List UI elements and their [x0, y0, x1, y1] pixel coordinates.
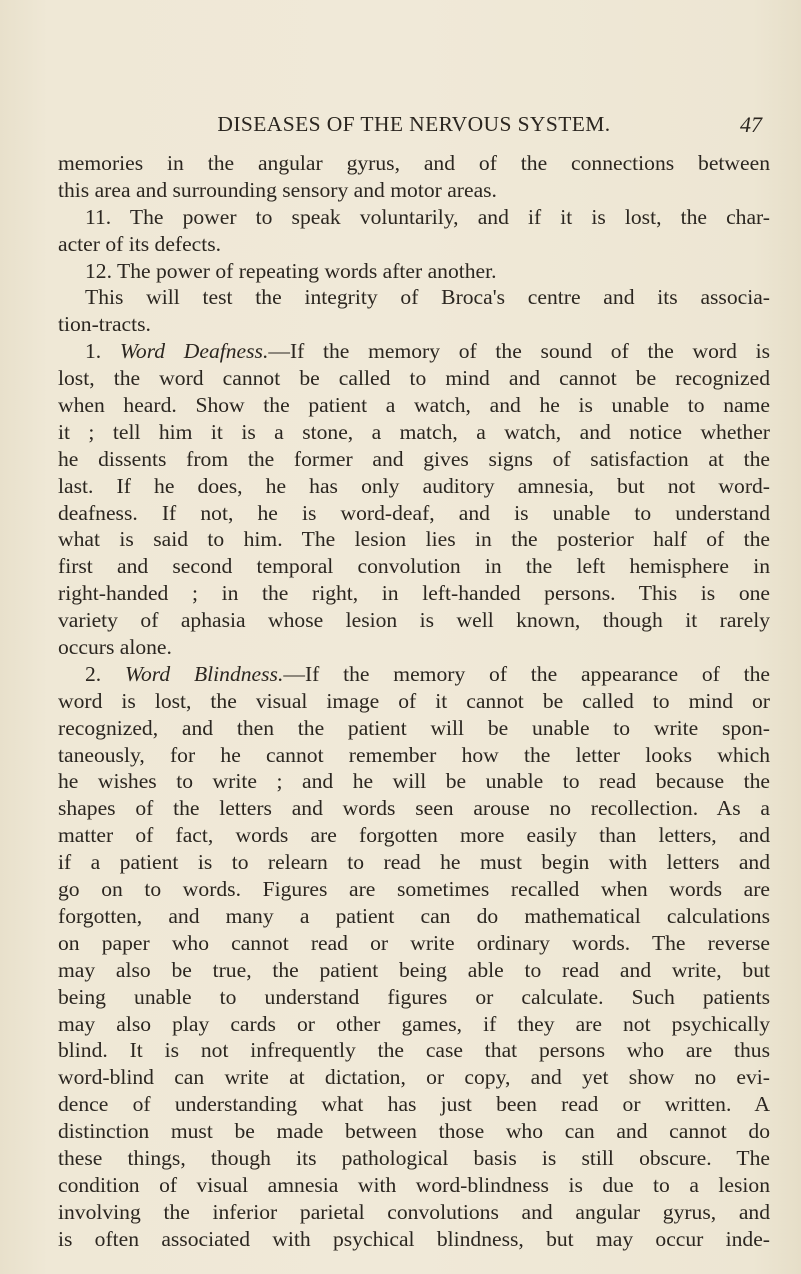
text-line: [58, 634, 770, 661]
section-heading: Word Deafness.: [119, 339, 269, 364]
line-text: acter of its defects.: [58, 231, 222, 256]
line-text: first and second temporal convolution in the left hemisphere in: [58, 554, 770, 579]
body-text: [58, 150, 770, 1253]
line-text: lost, the word cannot be called to mind and cannot be recognized: [58, 366, 770, 391]
text-line: [58, 150, 770, 177]
text-line: [58, 446, 770, 473]
line-text: may also be true, the patient being able to read and write, but: [58, 957, 770, 982]
line-text: —If the memory of the appearance of the: [283, 661, 770, 686]
line-text: 11. The power to speak voluntarily, and if it is lost, the char-: [85, 204, 770, 229]
text-line: [58, 284, 770, 311]
text-line: [58, 822, 770, 849]
text-line: [58, 1064, 770, 1091]
text-line: [58, 768, 770, 795]
line-text: right-handed ; in the right, in left-handed persons. This is one: [58, 581, 770, 606]
text-line: [58, 849, 770, 876]
line-text: This will test the integrity of Broca's centre and its associa-: [85, 285, 770, 310]
line-text: word-blind can write at dictation, or copy, and yet show no evi-: [58, 1065, 770, 1090]
line-text: when heard. Show the patient a watch, and he is unable to name: [58, 393, 770, 418]
text-line: [58, 1118, 770, 1145]
line-text: variety of aphasia whose lesion is well known, though it rarely: [58, 608, 770, 633]
item-number: 1.: [85, 339, 120, 364]
text-line: [58, 876, 770, 903]
page-header: [58, 112, 770, 142]
line-text: deafness. If not, he is word-deaf, and is unable to understand: [58, 500, 770, 525]
text-line: [58, 500, 770, 527]
text-line: [58, 1172, 770, 1199]
text-line: [58, 607, 770, 634]
text-line: [58, 365, 770, 392]
text-line: [58, 661, 770, 688]
line-text: involving the inferior parietal convolutions and angular gyrus, and: [58, 1199, 770, 1224]
line-text: this area and surrounding sensory and motor areas.: [58, 177, 497, 202]
text-line: [58, 473, 770, 500]
line-text: word is lost, the visual image of it cannot be called to mind or: [58, 688, 770, 713]
text-line: [58, 688, 770, 715]
text-line: [58, 526, 770, 553]
text-line: [58, 742, 770, 769]
text-line: [58, 204, 770, 231]
line-text: what is said to him. The lesion lies in the posterior half of the: [58, 527, 770, 552]
line-text: recognized, and then the patient will be unable to write spon-: [58, 715, 770, 740]
text-line: [58, 231, 770, 258]
line-text: memories in the angular gyrus, and of the connections between: [58, 151, 770, 175]
line-text: he dissents from the former and gives signs of satisfaction at the: [58, 446, 770, 471]
text-line: [58, 1037, 770, 1064]
line-text: he wishes to write ; and he will be unable to read because the: [58, 769, 770, 794]
text-line: [58, 1226, 770, 1253]
line-text: tion-tracts.: [58, 312, 151, 337]
line-text: last. If he does, he has only auditory amnesia, but not word-: [58, 473, 770, 498]
text-line: [58, 957, 770, 984]
line-text: being unable to understand figures or calculate. Such patients: [58, 984, 770, 1009]
section-heading: Word Blindness.: [124, 661, 284, 686]
line-text: matter of fact, words are forgotten more easily than letters, and: [58, 823, 770, 848]
line-text: dence of understanding what has just been read or written. A: [58, 1092, 770, 1117]
text-line: [58, 1091, 770, 1118]
text-line: [58, 930, 770, 957]
text-line: [58, 311, 770, 338]
line-text: taneously, for he cannot remember how the letter looks which: [58, 742, 770, 767]
text-line: [58, 258, 770, 285]
line-text: shapes of the letters and words seen arouse no recollection. As a: [58, 796, 770, 821]
text-line: [58, 419, 770, 446]
line-text: condition of visual amnesia with word-blindness is due to a lesion: [58, 1172, 770, 1197]
line-text: it ; tell him it is a stone, a match, a watch, and notice whether: [58, 419, 770, 444]
text-line: [58, 338, 770, 365]
text-line: [58, 580, 770, 607]
text-line: [58, 1199, 770, 1226]
text-line: [58, 392, 770, 419]
running-head: DISEASES OF THE NERVOUS SYSTEM.: [217, 112, 611, 136]
line-text: blind. It is not infrequently the case that persons who are thus: [58, 1038, 770, 1063]
text-line: [58, 177, 770, 204]
item-number: 2.: [85, 661, 125, 686]
text-line: [58, 903, 770, 930]
line-text: go on to words. Figures are sometimes recalled when words are: [58, 877, 770, 902]
line-text: occurs alone.: [58, 635, 172, 660]
text-line: [58, 715, 770, 742]
text-line: [58, 1011, 770, 1038]
line-text: if a patient is to relearn to read he must begin with letters and: [58, 850, 770, 875]
page-number: 47: [740, 112, 762, 137]
line-text: forgotten, and many a patient can do mathematical calculations: [58, 903, 770, 928]
line-text: distinction must be made between those who can and cannot do: [58, 1119, 770, 1144]
text-line: [58, 984, 770, 1011]
line-text: may also play cards or other games, if they are not psychically: [58, 1011, 770, 1036]
text-line: [58, 795, 770, 822]
line-text: on paper who cannot read or write ordinary words. The reverse: [58, 930, 770, 955]
line-text: these things, though its pathological basis is still obscure. The: [58, 1145, 770, 1170]
line-text: —If the memory of the sound of the word is: [268, 339, 770, 364]
text-line: [58, 553, 770, 580]
line-text: is often associated with psychical blindness, but may occur inde-: [58, 1226, 770, 1251]
text-line: [58, 1145, 770, 1172]
line-text: 12. The power of repeating words after another.: [85, 258, 497, 283]
